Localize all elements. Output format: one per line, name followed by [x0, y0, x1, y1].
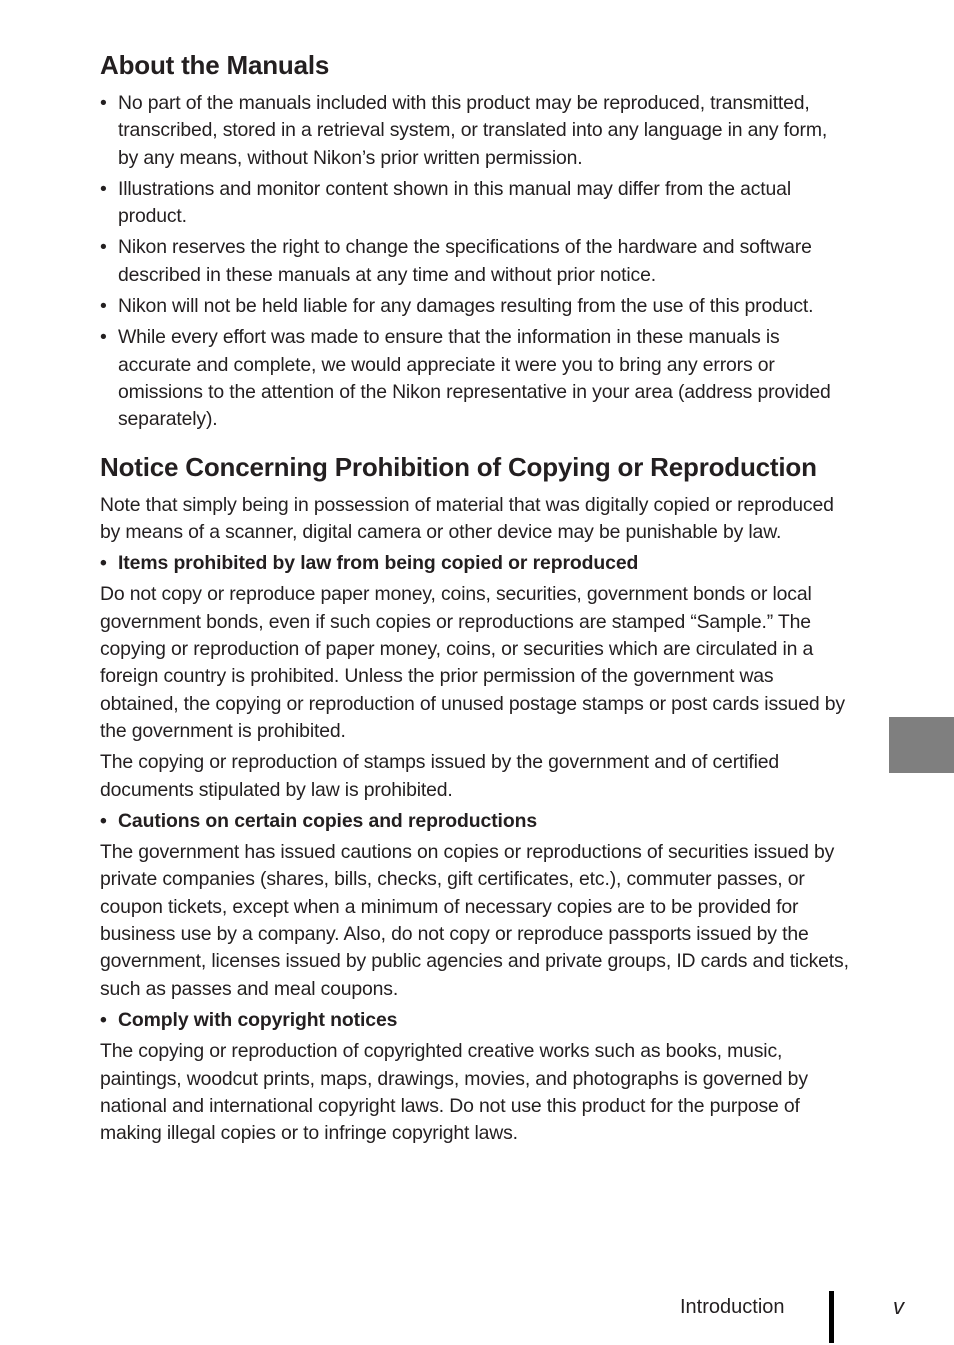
- subheading-prohibited-items: • Items prohibited by law from being copied or reproduced: [100, 550, 852, 577]
- list-item: • Nikon reserves the right to change the specifications of the hardware and software described in these manuals at any time and without prior notice.: [100, 234, 852, 289]
- section-heading-about-manuals: About the Manuals: [100, 50, 330, 80]
- copyright-paragraph: The copying or reproduction of copyrighted creative works such as books, music, paintings, woodcut prints, maps, drawings, movies, and photographs is governed by national and international copyright laws. Do not use this product for the purpose of making illegal copies or to infringe copyright laws.: [100, 1040, 808, 1145]
- list-item: • Nikon will not be held liable for any damages resulting from the use of this product.: [100, 293, 852, 320]
- list-item: • Illustrations and monitor content shown in this manual may differ from the actual product.: [100, 176, 852, 231]
- cautions-paragraph: The government has issued cautions on copies or reproductions of securities issued by private companies (shares, bills, checks, gift certificates, etc.), commuter passes, or coupon tickets, except when a minimum of necessary copies are to be provided for business use by a company. Also, do not copy or reproduce passports issued by the government, licenses issued by public agencies and private groups, ID cards and tickets, such as passes and meal coupons.: [100, 841, 849, 1000]
- footer-section-label: Introduction: [680, 1296, 785, 1318]
- subheading-cautions: • Cautions on certain copies and reproductions: [100, 808, 852, 835]
- about-manuals-list: [100, 90, 852, 434]
- stamps-paragraph: The copying or reproduction of stamps issued by the government and of certified documents stipulated by law is prohibited.: [100, 751, 780, 801]
- page-number: v: [893, 1294, 904, 1319]
- chapter-side-tab: [889, 717, 954, 773]
- list-item: • While every effort was made to ensure that the information in these manuals is accurate and complete, we would appreciate it were you to bring any errors or omissions to the attention of the Nikon representative in your area (address provided separately).: [100, 324, 852, 433]
- prohibited-items-paragraph: Do not copy or reproduce paper money, coins, securities, government bonds or local government bonds, even if such copies or reproductions are stamped “Sample.” The copying or reproduction of paper money, coins, or securities which are circulated in a foreign country is prohibited. Unless the prior permission of the government was obtained, the copying or reproduction of unused postage stamps or post cards issued by the government is prohibited.: [100, 583, 845, 742]
- subheading-copyright: • Comply with copyright notices: [100, 1007, 852, 1034]
- page-content: [100, 48, 852, 1151]
- section-heading-copying-notice: Notice Concerning Prohibition of Copying or Reproduction: [100, 451, 817, 482]
- footer-divider: [829, 1291, 834, 1343]
- notice-intro-paragraph: Note that simply being in possession of material that was digitally copied or reproduced by means of a scanner, digital camera or other device may be punishable by law.: [100, 493, 834, 543]
- list-item: • No part of the manuals included with this product may be reproduced, transmitted, transcribed, stored in a retrieval system, or translated into any language in any form, by any means, without Nikon’s prior written permission.: [100, 90, 852, 172]
